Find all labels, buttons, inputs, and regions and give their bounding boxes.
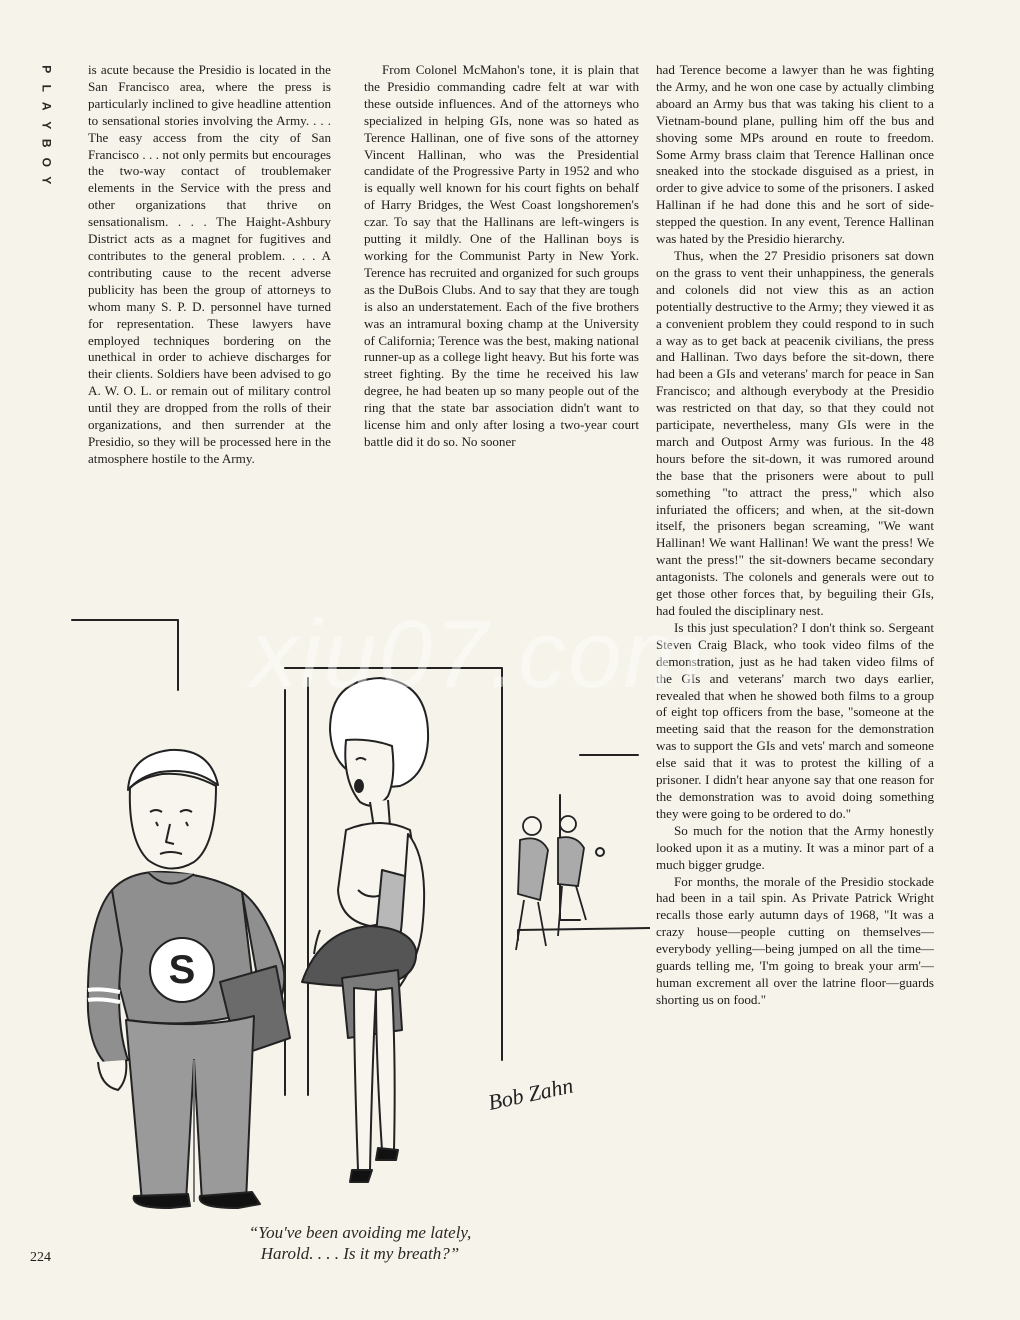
caption-line: “You've been avoiding me lately,	[248, 1223, 472, 1242]
paragraph: Is this just speculation? I don't think so. Sergeant Steven Craig Black, who took video films of the demonstration, just as he had taken video films of the GIs and veterans' march two days earlier, revealed that when he showed both films to a group of eight top officers from the base, "someone at the meeting said that the reason for the demonstration was to support the GIs and vets' march and someone else said that it was to protest the killing of a prisoner. I didn't hear anyone say that one reason for the demonstration was to avoid doing something they were going to be ordered to do."	[656, 619, 934, 821]
hallway-wall-line	[72, 620, 178, 690]
sweater-letter: S	[168, 948, 196, 992]
folio-letter: P	[39, 65, 54, 74]
watermark: xiu07.com	[250, 601, 706, 708]
page-number: 224	[30, 1250, 51, 1265]
paragraph: So much for the notion that the Army honestly looked upon it as a mutiny. It was a minor part of a much bigger grudge.	[656, 822, 934, 872]
folio-letter: B	[39, 138, 54, 148]
cartoon-drawing	[70, 590, 650, 1210]
paragraph: For months, the morale of the Presidio stockade had been in a tail spin. As Private Patrick Wright recalls those early autumn days of 1968, "It was a crazy house—people cutting on themselves—everybody yelling—being jumped on all the time—guards telling me, 'I'm going to break your arm'—human excrement all over the latrine floor—guards shorting us on food."	[656, 873, 934, 1007]
woman-figure	[302, 678, 428, 1182]
artist-signature: Bob Zahn	[485, 1072, 576, 1115]
folio-letter: A	[39, 101, 54, 111]
background-floor-line	[518, 928, 650, 940]
paragraph: From Colonel McMahon's tone, it is plain that the Presidio commanding cadre felt at war with these outside influences. And of the attorneys who specialized in helping GIs, none was so hated as Terence Hallinan, one of five sons of the attorney Vincent Hallinan, who was the Presidential candidate of the Progressive Party in 1952 and who is equally well known for his court fights on behalf of Harry Bridges, the West Coast longshoremen's czar. To say that the Hallinans are left-wingers is putting it mildly. One of the Hallinan boys is working for the Communist Party in New York. Terence has recruited and organized for such groups as the DuBois Clubs. And to say that they are tough is also an understatement. Each of the five brothers was an intramural boxing champ at the University of California; Terence was the best, making national runner-up as a college light heavy. But his forte was street fighting. By the time he received his law degree, he had beaten up so many people out of the ring that the state bar association didn't want to license him and only after losing a two-year court battle did it do so. No sooner	[364, 62, 639, 449]
door-knob	[596, 848, 604, 856]
paragraph: had Terence become a lawyer than he was fighting the Army, and he won one case by actually climbing aboard an Army bus that was taking his client to a Vietnam-bound plane, pulling him off the bus and shoving some MPs around en route to freedom. Some Army brass claim that Terence Hallinan once sneaked into the stockade disguised as a priest, in order to give advice to some of the prisoners. I asked Hallinan if he had done this and he sort of side-stepped the question. In any event, Terence Hallinan was hated by the Presidio hierarchy.	[656, 62, 934, 247]
paragraph: is acute because the Presidio is located in the San Francisco area, where the press is particularly inclined to give headline attention to sensational stories involving the Army. . . . The easy access from the city of San Francisco . . . not only permits but encourages the two-way contact of troublemaker elements in the Service with the press and other organizations that thrive on sensationalism. . . . The Haight-Ashbury District acts as a magnet for fugitives and contributes to the general problem. . . . A contributing cause to the recent adverse publicity has been the group of attorneys to whom many S. P. D. personnel have turned for representation. These lawyers have employed techniques bordering on the unethical in order to achieve discharges for their clients. Soldiers have been advised to go A. W. O. L. or remain out of military control until they are dropped from the rolls of their organizations, and then surrender at the Presidio, so they will be processed here in the atmosphere hostile to the Army.	[88, 62, 331, 466]
cartoon-illustration	[70, 590, 650, 1210]
paragraph: Thus, when the 27 Presidio prisoners sat down on the grass to vent their unhappiness, the generals and colonels did not view this as an action potentially destructive to the Army; they viewed it as a convenient problem they could respond to in such a way as to get back at peacenik civilians, the press and Hallinan. Two days before the sit-down, there had been a GIs and veterans' march for peace in San Francisco; and although everybody at the Presidio was restricted on that day, so that they could not participate, nevertheless, many GIs were in the march and Outpost Army was furious. In the 48 hours before the sit-down, it was rumored around the base that the prisoners were about to pull something "to attract the press," which also infuriated the officers; and when, at the sit-down itself, the prisoners began screaming, "We want Hallinan! We want Hallinan! We want the press! We want the press!" the sit-downers became secondary antagonists. The colonels and generals were out to get those other forces that, by beguiling their GIs, had fouled the disciplinary nest.	[656, 247, 934, 618]
article-column-3	[656, 62, 934, 1009]
cartoon-caption	[150, 1222, 570, 1264]
folio-letter: O	[39, 157, 54, 167]
folio-letter: Y	[39, 120, 54, 129]
folio-letter: Y	[39, 176, 54, 185]
article-column-1	[88, 62, 331, 468]
caption-line: Harold. . . . Is it my breath?”	[260, 1244, 460, 1263]
magazine-folio-vertical	[36, 60, 56, 190]
article-column-2	[364, 62, 639, 451]
folio-letter: L	[39, 84, 54, 92]
